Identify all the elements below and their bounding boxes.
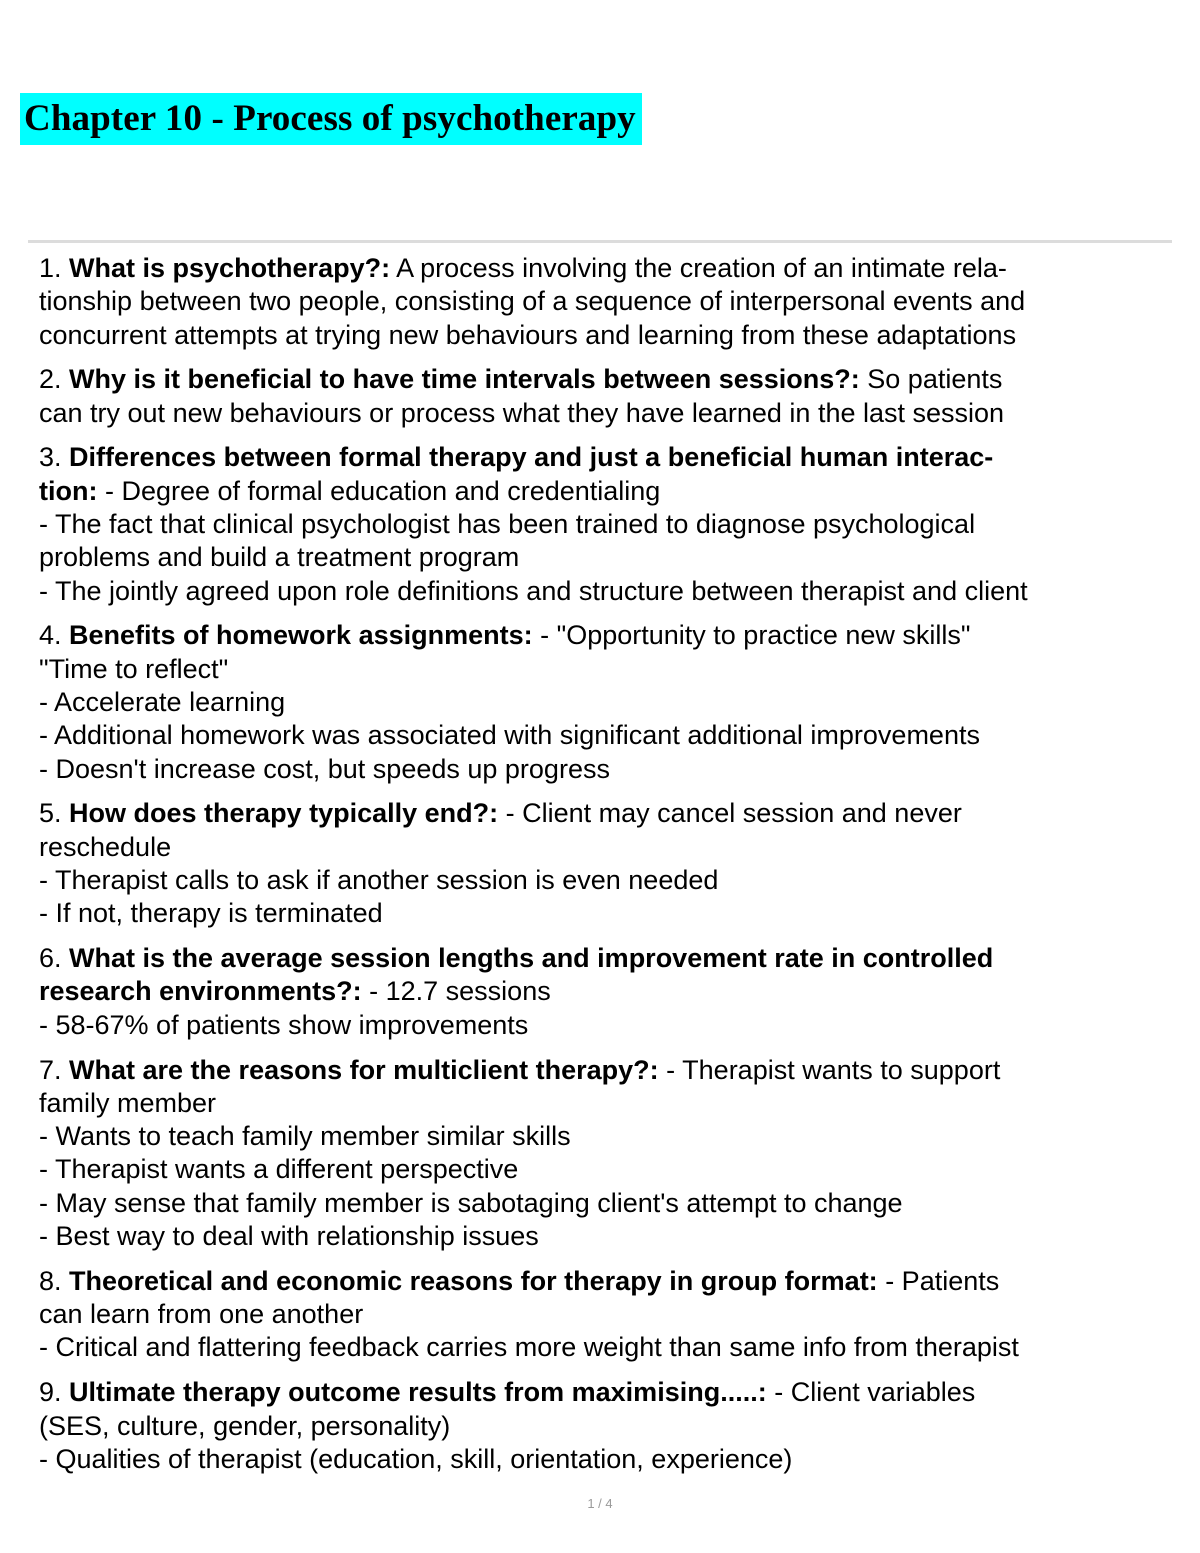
card-question: What are the reasons for multiclient therapy?: xyxy=(69,1054,659,1085)
flashcard-item xyxy=(39,1376,1169,1476)
card-question: What is the average session lengths and improvement rate in controlled xyxy=(69,943,994,974)
card-answer: - 12.7 sessions xyxy=(361,976,551,1007)
card-answer: So patients xyxy=(859,364,1003,395)
card-number: 8. xyxy=(39,1265,70,1296)
card-answer: - Client variables xyxy=(766,1377,976,1408)
card-answer-line: - 58-67% of patients show improvements xyxy=(39,1009,529,1040)
page-title: Chapter 10 - Process of psychotherapy xyxy=(20,93,642,145)
flashcard-item xyxy=(39,942,1169,1042)
flashcard-item xyxy=(39,363,1169,430)
card-answer-line: - Wants to teach family member similar skills xyxy=(39,1121,571,1152)
card-answer: - Patients xyxy=(877,1265,1000,1296)
card-answer-line: - Qualities of therapist (education, skill, orientation, experience) xyxy=(39,1443,793,1474)
card-number: 5. xyxy=(39,798,70,829)
flashcard-item xyxy=(39,441,1169,607)
card-line xyxy=(39,252,1169,285)
card-question: Theoretical and economic reasons for therapy in group format: xyxy=(69,1265,878,1296)
flashcard-item xyxy=(39,1054,1169,1254)
card-answer: - Client may cancel session and never xyxy=(498,798,962,829)
card-answer-line: - Accelerate learning xyxy=(39,687,286,718)
card-number: 1. xyxy=(39,253,70,283)
card-line xyxy=(39,441,1169,474)
card-answer-line: - May sense that family member is sabotaging client's attempt to change xyxy=(39,1187,903,1218)
card-line xyxy=(39,942,1169,975)
card-line xyxy=(39,975,1169,1008)
card-question: Why is it beneficial to have time intervals between sessions?: xyxy=(69,364,860,395)
card-answer-line: - Doesn't increase cost, but speeds up progress xyxy=(39,753,610,784)
card-answer-line: can learn from one another xyxy=(39,1299,364,1330)
card-answer-line: - Additional homework was associated with significant additional improvements xyxy=(39,720,980,751)
card-number: 2. xyxy=(39,364,70,395)
card-number: 4. xyxy=(39,620,70,651)
card-number: 7. xyxy=(39,1054,70,1085)
card-question: Ultimate therapy outcome results from maximising.....: xyxy=(69,1377,767,1408)
card-answer-line: reschedule xyxy=(39,831,172,862)
card-number: 9. xyxy=(39,1377,70,1408)
card-question: Differences between formal therapy and just a beneficial human interac- xyxy=(69,442,994,473)
card-answer-line: family member xyxy=(39,1087,217,1118)
card-line xyxy=(39,1265,1169,1298)
card-question-continued: tion: xyxy=(39,475,98,506)
card-question: How does therapy typically end?: xyxy=(69,798,499,829)
card-answer-line: - Best way to deal with relationship issues xyxy=(39,1221,539,1252)
card-answer-line: problems and build a treatment program xyxy=(39,542,520,573)
card-line xyxy=(39,797,1169,830)
card-question: Benefits of homework assignments: xyxy=(69,620,533,651)
card-answer-line: - Therapist wants a different perspective xyxy=(39,1154,519,1185)
card-number: 6. xyxy=(39,943,70,974)
card-answer: - "Opportunity to practice new skills" xyxy=(532,620,971,651)
card-answer-line: - Therapist calls to ask if another session is even needed xyxy=(39,865,719,896)
page-indicator: 1 / 4 xyxy=(587,1496,613,1511)
card-answer-line: - If not, therapy is terminated xyxy=(39,898,383,929)
card-answer-line: - The jointly agreed upon role definitions and structure between therapist and client xyxy=(39,575,1028,606)
card-answer-line: - Critical and flattering feedback carries more weight than same info from therapist xyxy=(39,1332,1019,1363)
card-line xyxy=(39,1054,1169,1087)
card-question-continued: research environments?: xyxy=(39,976,362,1007)
flashcard-item xyxy=(39,1265,1169,1365)
flashcard-item xyxy=(39,252,1169,352)
card-answer: - Therapist wants to support xyxy=(658,1054,1001,1085)
card-line xyxy=(39,475,1169,508)
card-line xyxy=(39,363,1169,396)
card-answer: A process involving the creation of an intimate rela- xyxy=(390,253,1007,283)
card-answer-line: (SES, culture, gender, personality) xyxy=(39,1410,451,1441)
card-answer-line: tionship between two people, consisting of a sequence of interpersonal events and xyxy=(39,286,1026,317)
card-answer-line: can try out new behaviours or process what they have learned in the last session xyxy=(39,397,1005,428)
card-answer: - Degree of formal education and credentialing xyxy=(97,475,661,506)
card-number: 3. xyxy=(39,442,70,473)
card-answer-line: - The fact that clinical psychologist has been trained to diagnose psychological xyxy=(39,509,976,540)
title-wrap xyxy=(20,93,642,145)
divider xyxy=(28,240,1172,243)
flashcard-item xyxy=(39,619,1169,785)
card-answer-line: "Time to reflect" xyxy=(39,653,229,684)
flashcard-list xyxy=(39,252,1169,1488)
card-answer-line: concurrent attempts at trying new behaviours and learning from these adaptations xyxy=(39,319,1017,350)
card-line xyxy=(39,619,1169,652)
flashcard-item xyxy=(39,797,1169,930)
card-question: What is psychotherapy?: xyxy=(69,253,391,283)
card-line xyxy=(39,1376,1169,1409)
